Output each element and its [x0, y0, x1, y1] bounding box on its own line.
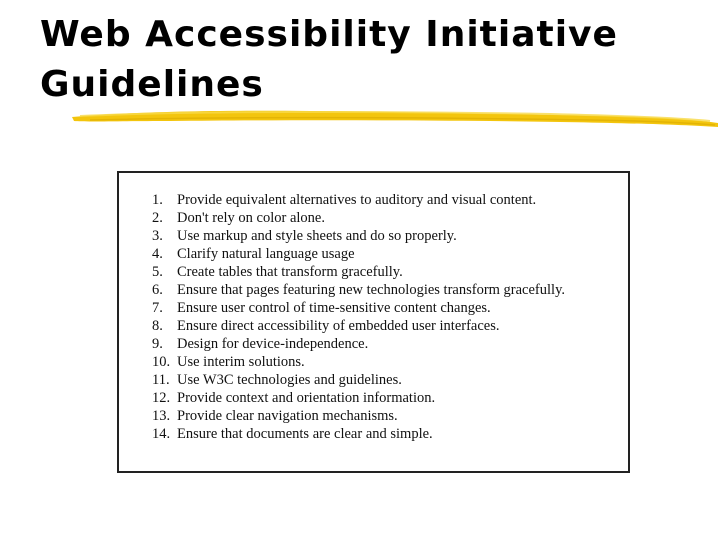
- slide-title: Web Accessibility Initiative Guidelines: [40, 14, 618, 105]
- item-text: Ensure that pages featuring new technologies transform gracefully.: [177, 282, 566, 298]
- guidelines-box: [117, 171, 630, 473]
- item-text: Ensure user control of time-sensitive content changes.: [177, 300, 491, 316]
- list-item: [152, 353, 565, 371]
- list-item: [152, 389, 565, 407]
- item-number: 2.: [152, 210, 163, 226]
- item-number: 13.: [152, 408, 171, 424]
- item-number: 9.: [152, 336, 163, 352]
- item-number: 12.: [152, 390, 171, 406]
- item-text: Provide equivalent alternatives to auditory and visual content.: [177, 192, 537, 208]
- list-item: [152, 425, 565, 443]
- item-number: 10.: [152, 354, 171, 370]
- item-number: 5.: [152, 264, 163, 280]
- item-text: Ensure that documents are clear and simple.: [177, 426, 433, 442]
- list-item: [152, 317, 565, 335]
- item-text: Use interim solutions.: [177, 354, 305, 370]
- list-item: [152, 191, 565, 209]
- list-item: [152, 335, 565, 353]
- item-text: Provide context and orientation information.: [177, 390, 436, 406]
- item-number: 6.: [152, 282, 163, 298]
- item-number: 14.: [152, 426, 171, 442]
- item-number: 8.: [152, 318, 163, 334]
- guidelines-list: [152, 191, 565, 443]
- item-text: Use W3C technologies and guidelines.: [177, 372, 402, 388]
- list-item: [152, 407, 565, 425]
- highlighter-underline: [70, 104, 720, 130]
- item-text: Design for device-independence.: [177, 336, 369, 352]
- list-item: [152, 227, 565, 245]
- item-number: 7.: [152, 300, 163, 316]
- item-number: 1.: [152, 192, 163, 208]
- item-text: Create tables that transform gracefully.: [177, 264, 403, 280]
- item-text: Use markup and style sheets and do so properly.: [177, 228, 457, 244]
- item-number: 3.: [152, 228, 163, 244]
- item-text: Provide clear navigation mechanisms.: [177, 408, 398, 424]
- list-item: [152, 209, 565, 227]
- list-item: [152, 299, 565, 317]
- item-number: 4.: [152, 246, 163, 262]
- item-text: Ensure direct accessibility of embedded user interfaces.: [177, 318, 500, 334]
- item-number: 11.: [152, 372, 170, 388]
- item-text: Clarify natural language usage: [177, 246, 355, 262]
- list-item: [152, 263, 565, 281]
- list-item: [152, 281, 565, 299]
- list-item: [152, 371, 565, 389]
- item-text: Don't rely on color alone.: [177, 210, 325, 226]
- list-item: [152, 245, 565, 263]
